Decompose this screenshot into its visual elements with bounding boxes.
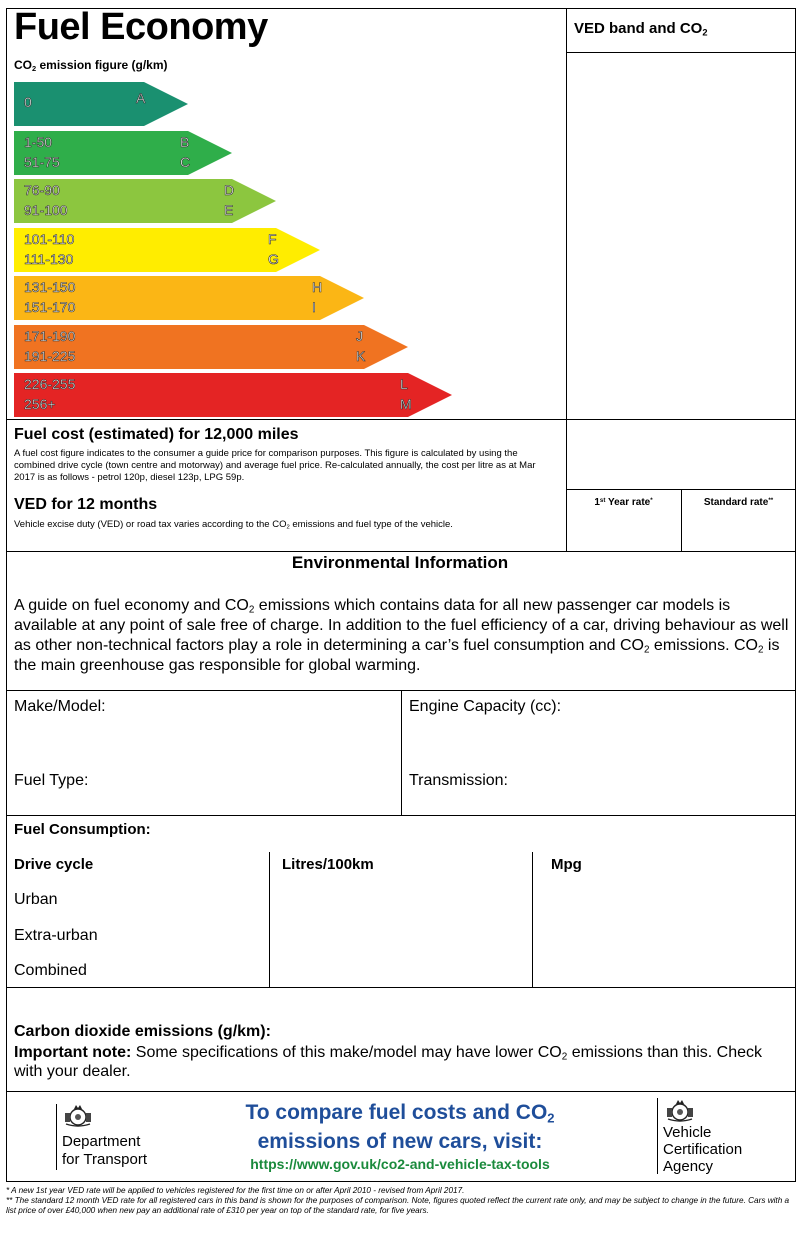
ved-band-heading: VED band and $CO_2$ [574, 20, 708, 38]
col-mpg: Mpg [551, 856, 582, 873]
band-letter: G [268, 250, 279, 267]
vca-rule [657, 1098, 658, 1174]
band-letter: I [312, 299, 316, 315]
compare-cta: To compare fuel costs and $CO_2$ emissions of new cars, visit: [245, 1101, 555, 1153]
band-range: 76-90 [24, 182, 60, 198]
royal-crest-icon [62, 1104, 94, 1128]
vca-name: Vehicle Certification Agency [663, 1124, 743, 1175]
band-range: 256+ [24, 396, 56, 412]
band-range: 171-190 [24, 327, 76, 344]
important-note: Important note: Some specifications of this make/model may have lower $CO_2$ emissions than this. Check with your dealer. [14, 1044, 762, 1080]
band-range: 131-150 [24, 279, 76, 295]
band-range: 91-100 [24, 202, 68, 218]
row-extra-urban: Extra-urban [14, 927, 98, 944]
band-a [14, 82, 188, 126]
band-letter: C [180, 153, 191, 170]
band-range: 151-170 [24, 299, 76, 315]
band-arrow [14, 82, 188, 126]
make-model-label: Make/Model: [14, 698, 106, 715]
divider [6, 1091, 796, 1092]
band-letter: H [312, 279, 323, 295]
ved-title: VED for 12 months [14, 496, 158, 513]
ved-description: Vehicle excise duty (VED) or road tax varies according to the $CO_2$ emissions and fuel type of the vehicle. [14, 519, 453, 531]
divider [6, 419, 796, 420]
band-letter: D [224, 182, 235, 198]
environmental-info-title: Environmental Information [291, 553, 509, 572]
band-letter: L [400, 376, 408, 392]
fuel-cost-title: Fuel cost (estimated) for 12,000 miles [14, 426, 299, 443]
divider [566, 8, 567, 551]
standard-rate-header: Standard rate** [703, 497, 774, 508]
col-litres-100km: Litres/100km [282, 856, 374, 873]
footnotes [6, 1186, 796, 1216]
divider [532, 852, 533, 987]
dft-name: Department for Transport [62, 1133, 148, 1168]
band-jk [14, 325, 408, 369]
environmental-info-text: A guide on fuel economy and $CO_2$ emissions which contains data for all new passenger car models is available at any point of sale free of charge. In addition to the fuel efficiency of a car, driving behaviour as well as other non-technical factors play a role in determining a car’s fuel consumption and $CO_2$ emissions. $CO_2$ is the main greenhouse gas responsible for global warming. [14, 597, 789, 674]
divider [269, 852, 270, 987]
royal-crest-icon [664, 1099, 696, 1123]
transmission-label: Transmission: [409, 772, 508, 789]
band-letter: J [356, 327, 363, 344]
band-arrow-shape [14, 373, 452, 417]
co2-emission-heading: $CO_2$ emission figure (g/km) [14, 58, 168, 73]
band-letter: E [224, 202, 234, 218]
band-range: 51-75 [24, 153, 60, 170]
band-range: 226-255 [24, 376, 76, 392]
compare-url-link[interactable]: https://www.gov.uk/co2-and-vehicle-tax-tools [250, 1156, 550, 1172]
divider [566, 52, 796, 53]
footnote-2: ** The standard 12 month VED rate for all registered cars in this band is shown for the purposes of comparison. Note, figures quoted reflect the current rate only, and may be subject to change in the future. Cars with a list price of over £40,000 when new pay an additional rate of £310 per year on top of the standard rate, for five years. [6, 1196, 790, 1215]
band-range: 0 [24, 94, 32, 110]
first-year-rate-header: 1st Year rate* [594, 497, 653, 508]
band-arrow-shape [14, 82, 188, 126]
band-bc [14, 131, 232, 175]
band-range: 111-130 [24, 250, 74, 267]
band-range: 1-50 [24, 133, 53, 150]
footnote-1: * A new 1st year VED rate will be applied to vehicles registered for the first time on or after April 2010 - revised from April 2017. [6, 1186, 465, 1195]
band-letter: F [268, 230, 277, 247]
band-de [14, 179, 276, 223]
band-letter: B [180, 133, 190, 150]
col-drive-cycle: Drive cycle [14, 856, 94, 873]
divider [6, 987, 796, 988]
band-range: 101-110 [24, 230, 75, 247]
divider [401, 690, 402, 815]
carbon-emissions-title: Carbon dioxide emissions (g/km): [14, 1023, 271, 1040]
divider [6, 815, 796, 816]
dft-rule [56, 1104, 57, 1170]
band-arrow [14, 373, 452, 417]
divider [6, 551, 796, 552]
band-letter: A [136, 90, 146, 106]
fuel-type-label: Fuel Type: [14, 772, 89, 789]
fuel-cost-description: A fuel cost figure indicates to the consumer a guide price for comparison purposes. This figure is calculated by using the combined drive cycle (town centre and motorway) and average fuel price. Re-calculated annually, the cost per litre as at Mar 2017 is as follows - petrol 120p, diesel 123p, LPG 59p. [14, 448, 536, 483]
band-lm [14, 373, 452, 417]
band-fg [14, 228, 320, 272]
row-combined: Combined [14, 962, 87, 979]
band-hi [14, 276, 364, 320]
row-urban: Urban [14, 891, 58, 908]
band-letter: M [400, 396, 412, 412]
band-range: 191-225 [24, 347, 76, 364]
engine-capacity-label: Engine Capacity (cc): [409, 698, 562, 715]
fuel-consumption-title: Fuel Consumption: [14, 821, 151, 838]
page-title: Fuel Economy [14, 6, 268, 48]
band-letter: K [356, 347, 366, 364]
